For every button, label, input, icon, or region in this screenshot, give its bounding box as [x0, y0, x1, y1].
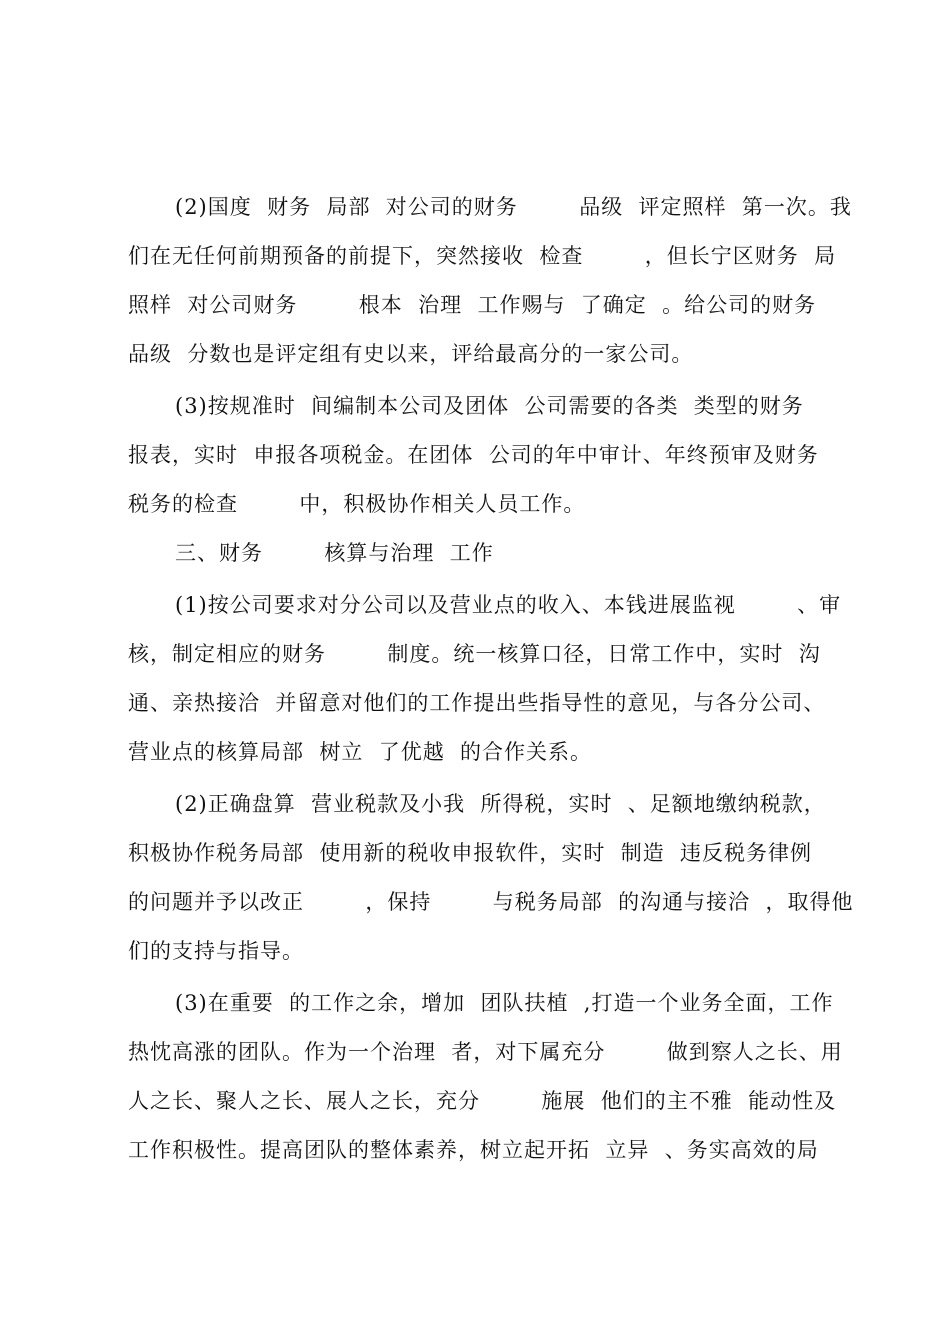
- paragraph-line: (1)按公司要求对分公司以及营业点的收入、本钱进展监视 、审: [175, 593, 842, 617]
- paragraph-line: 营业点的核算局部 树立 了优越 的合作关系。: [128, 740, 593, 764]
- paragraph-line: 照样 对公司财务 根本 治理 工作赐与 了确定 。给公司的财务: [128, 293, 817, 317]
- paragraph-line: 税务的检查 中，积极协作相关人员工作。: [128, 492, 586, 516]
- paragraph-line: 工作积极性。提高团队的整体素养，树立起开拓 立异 、务实高效的局: [128, 1138, 819, 1162]
- paragraph-line: (3)按规准时 间编制本公司及团体 公司需要的各类 类型的财务: [175, 394, 804, 418]
- paragraph-line: 报表，实时 申报各项税金。在团体 公司的年中审计、年终预审及财务: [128, 443, 819, 467]
- paragraph-line: 们在无任何前期预备的前提下，突然接收 检查 ，但长宁区财务 局: [128, 244, 837, 268]
- paragraph-line: 的问题并予以改正 ，保持 与税务局部 的沟通与接洽 ，取得他: [128, 890, 854, 914]
- paragraph-line: (2)正确盘算 营业税款及小我 所得税，实时 、足额地缴纳税款，: [175, 792, 826, 816]
- paragraph-line: 人之长、聚人之长、展人之长，充分 施展 他们的主不雅 能动性及: [128, 1089, 837, 1113]
- paragraph-line: (3)在重要 的工作之余，增加 团队扶植 ,打造一个业务全面，工作: [175, 991, 834, 1015]
- paragraph-line: 通、亲热接洽 并留意对他们的工作提出些指导性的意见，与各分公司、: [128, 691, 826, 715]
- paragraph-line: 品级 分数也是评定组有史以来，评给最高分的一家公司。: [128, 342, 694, 366]
- paragraph-line: 积极协作税务局部 使用新的税收申报软件，实时 制造 违反税务律例: [128, 841, 813, 865]
- paragraph-line: 们的支持与指导。: [128, 939, 304, 963]
- section-heading: 三、财务 核算与治理 工作: [175, 541, 494, 565]
- paragraph-line: 热忱高涨的团队。作为一个治理 者，对下属充分 做到察人之长、用: [128, 1040, 843, 1064]
- paragraph-line: 核，制定相应的财务 制度。统一核算口径，日常工作中，实时 沟: [128, 642, 821, 666]
- paragraph-line: (2)国度 财务 局部 对公司的财务 品级 评定照样 第一次。我: [175, 195, 852, 219]
